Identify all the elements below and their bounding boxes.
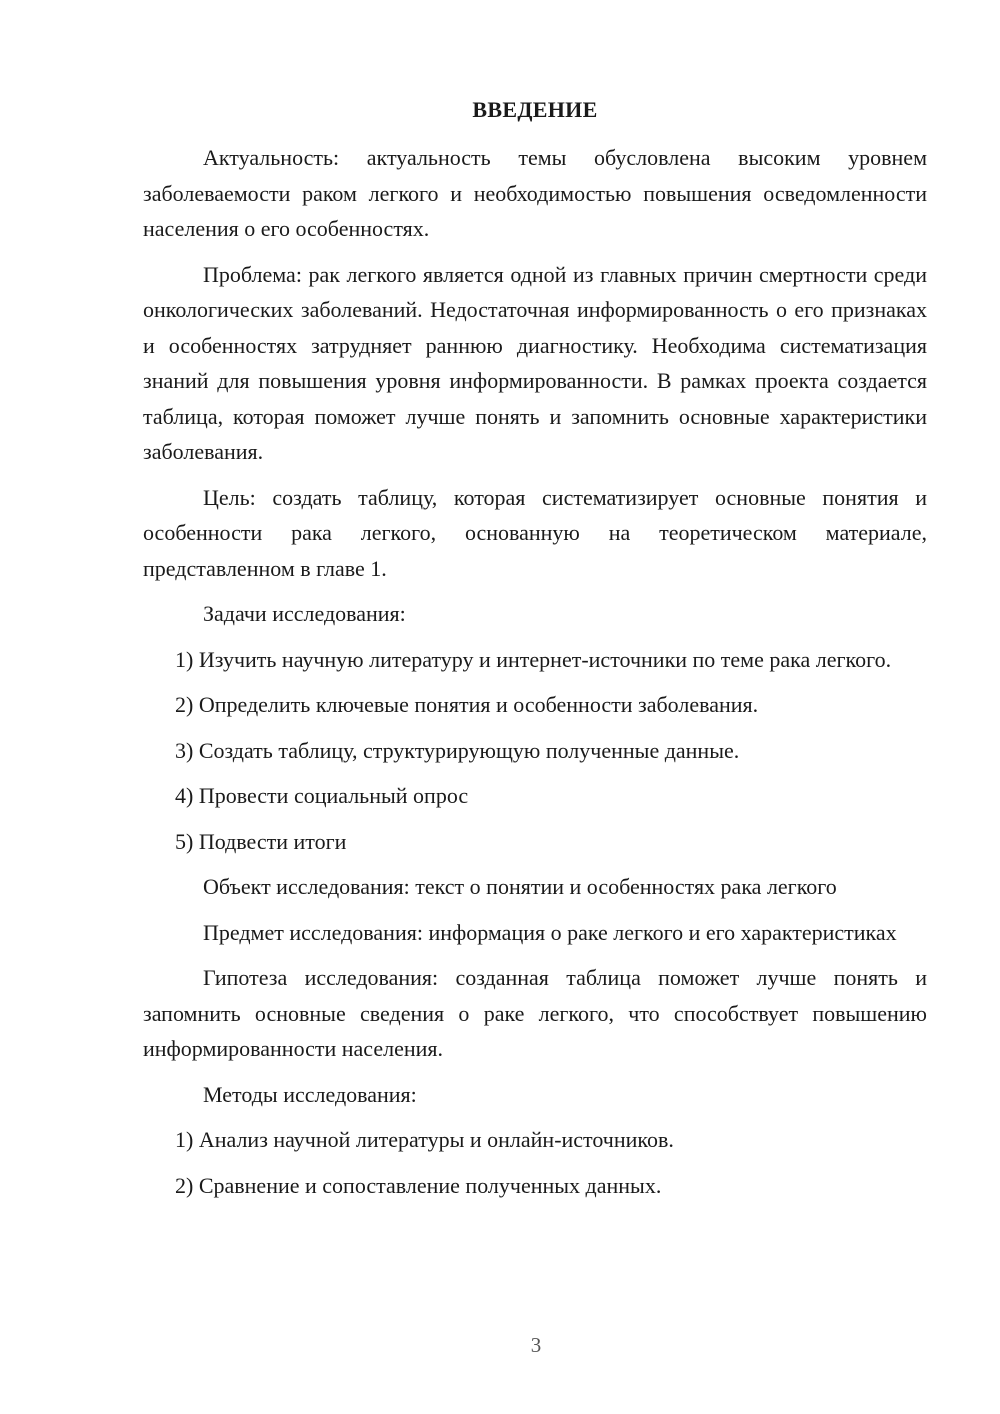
method-item: 2) Сравнение и сопоставление полученных данных. — [175, 1172, 662, 1198]
tasks-heading: Задачи исследования: — [203, 601, 406, 626]
task-item: 5) Подвести итоги — [175, 828, 347, 854]
hypothesis-paragraph: Гипотеза исследования: созданная таблица поможет лучше понять и запомнить основные сведения о раке легкого, что способствует повышению информированности населения. — [143, 965, 927, 1061]
task-item: 4) Провести социальный опрос — [175, 783, 469, 808]
methods-heading: Методы исследования: — [203, 1081, 417, 1107]
task-item: 2) Определить ключевые понятия и особенности заболевания. — [175, 692, 759, 717]
document-page — [143, 92, 927, 1213]
page-number: 3 — [530, 1333, 542, 1357]
object-paragraph: Объект исследования: текст о понятии и особенностях рака легкого — [203, 874, 837, 899]
method-item: 1) Анализ научной литературы и онлайн-источников. — [175, 1127, 674, 1152]
task-item: 1) Изучить научную литературу и интернет-источники по теме рака легкого. — [175, 646, 892, 672]
problem-paragraph: Проблема: рак легкого является одной из главных причин смертности среди онкологических заболеваний. Недостаточная информированность о его признаках и особенностях затрудняет раннюю диагностику. Необходима систематизация знаний для повышения уровня информированности. В рамках проекта создается таблица, которая поможет лучше понять и запомнить основные характеристики заболевания. — [143, 261, 927, 464]
goal-paragraph: Цель: создать таблицу, которая систематизирует основные понятия и особенности рака легкого, основанную на теоретическом материале, представленном в главе 1. — [143, 484, 927, 581]
task-item: 3) Создать таблицу, структурирующую полученные данные. — [175, 737, 740, 763]
page-title: ВВЕДЕНИЕ — [472, 97, 598, 122]
subject-paragraph: Предмет исследования: информация о раке легкого и его характеристиках — [203, 919, 897, 945]
relevance-paragraph: Актуальность: актуальность темы обусловлена высоким уровнем заболеваемости раком легкого и необходимостью повышения осведомленности населения о его особенностях. — [143, 145, 927, 241]
